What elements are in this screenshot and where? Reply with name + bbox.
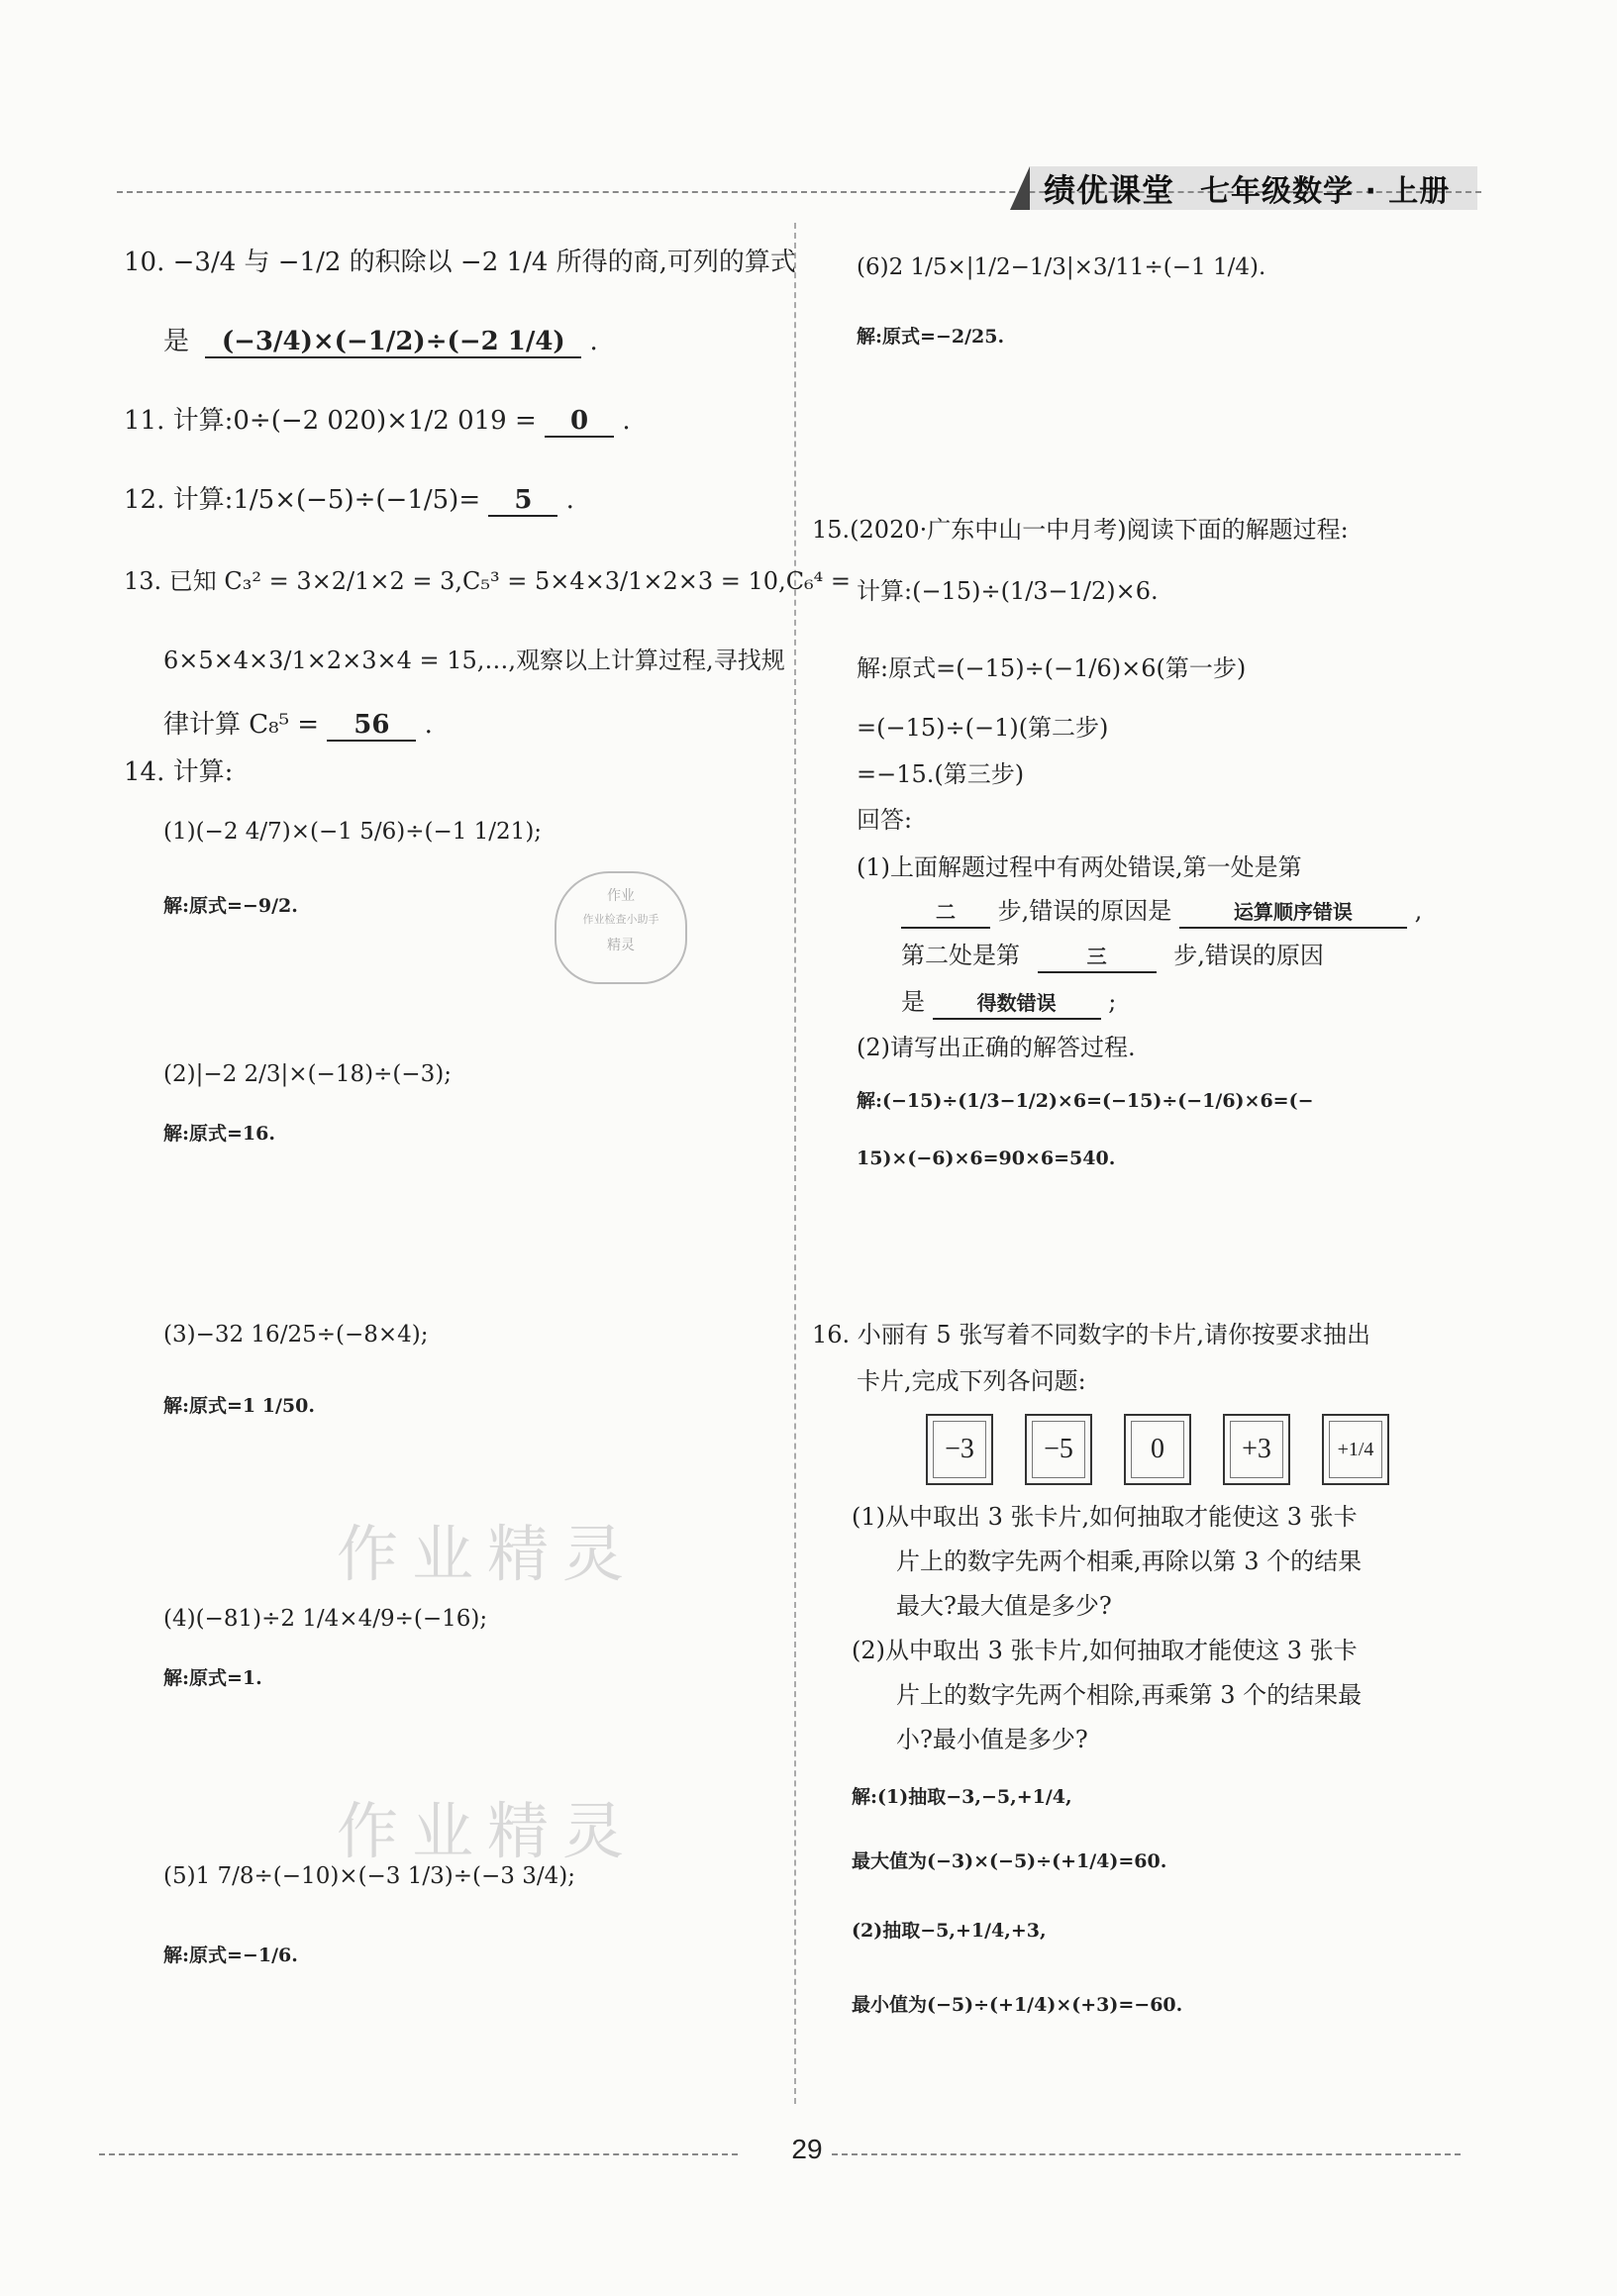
q15-solution-line1: 解:(−15)÷(1/3−1/2)×6=(−15)÷(−1/6)×6=(− xyxy=(857,1090,1314,1112)
q14-part2-solution: 解:原式=16. xyxy=(163,1123,275,1145)
q14-part6: (6)2 1/5×|1/2−1/3|×3/11÷(−1 1/4). xyxy=(857,254,1266,280)
q14-title: 14. 计算: xyxy=(124,757,234,787)
q15-blank-3: 三 xyxy=(1038,942,1157,973)
footer-dashed-line-left xyxy=(99,2153,738,2155)
q15-step1: 解:原式=(−15)÷(−1/6)×6(第一步) xyxy=(857,654,1247,682)
q15-step2: =(−15)÷(−1)(第二步) xyxy=(857,714,1109,742)
number-card: −3 xyxy=(926,1414,993,1485)
book-subtitle: 七年级数学 · 上册 xyxy=(1200,174,1451,209)
q11 xyxy=(124,401,631,441)
q14-part4-solution: 解:原式=1. xyxy=(163,1667,262,1689)
number-card: 0 xyxy=(1124,1414,1191,1485)
column-divider xyxy=(794,223,796,2104)
q13-line3-pre: 律计算 C₈⁵ = xyxy=(163,710,320,740)
q15-step3: =−15.(第三步) xyxy=(857,760,1025,788)
q10-line1: 10. −3/4 与 −1/2 的积除以 −2 1/4 所得的商,可列的算式 xyxy=(124,248,796,277)
q16-p2-line3: 小?最小值是多少? xyxy=(896,1726,1088,1753)
stamp-line2: 作业检查小助手 xyxy=(582,913,659,926)
q12 xyxy=(124,480,574,520)
header-brand xyxy=(1030,166,1477,210)
q13-line3 xyxy=(163,705,433,745)
number-card: −5 xyxy=(1025,1414,1092,1485)
q14-part6-solution: 解:原式=−2/25. xyxy=(857,326,1005,348)
q14-part2: (2)|−2 2/3|×(−18)÷(−3); xyxy=(163,1061,452,1087)
q14-part5: (5)1 7/8÷(−10)×(−3 1/3)÷(−3 3/4); xyxy=(163,1863,575,1889)
number-card: +3 xyxy=(1223,1414,1290,1485)
q14-part3: (3)−32 16/25÷(−8×4); xyxy=(163,1322,429,1348)
q12-text: 12. 计算:1/5×(−5)÷(−1/5)= xyxy=(124,485,481,515)
q16-p1-line3: 最大?最大值是多少? xyxy=(896,1592,1112,1620)
homework-stamp xyxy=(555,871,687,984)
q14-part1-solution: 解:原式=−9/2. xyxy=(163,895,298,917)
q16-solution-line2: 最大值为(−3)×(−5)÷(+1/4)=60. xyxy=(852,1850,1167,1872)
q15-p1-line4-pre: 是 xyxy=(901,988,925,1016)
q15-p1-line4 xyxy=(901,982,1116,1022)
q11-answer: 0 xyxy=(545,406,614,438)
q15-blank-4: 得数错误 xyxy=(933,988,1101,1020)
q15-p1-line3 xyxy=(901,936,1324,975)
q10-answer: (−3/4)×(−1/2)÷(−2 1/4) xyxy=(205,327,581,358)
q11-post: . xyxy=(622,406,631,436)
header-triangle-decoration xyxy=(1010,166,1030,210)
q16-solution-line3: (2)抽取−5,+1/4,+3, xyxy=(852,1920,1047,1942)
q16-line1: 16. 小丽有 5 张写着不同数字的卡片,请你按要求抽出 xyxy=(812,1321,1370,1348)
q14-part3-solution: 解:原式=1 1/50. xyxy=(163,1395,315,1417)
q15-p2: (2)请写出正确的解答过程. xyxy=(857,1034,1136,1061)
page-number: 29 xyxy=(791,2134,823,2164)
q12-answer: 5 xyxy=(488,485,557,517)
q13-line2: 6×5×4×3/1×2×3×4 = 15,…,观察以上计算过程,寻找规 xyxy=(163,647,785,674)
q15-p1-line1: (1)上面解题过程中有两处错误,第一处是第 xyxy=(857,853,1302,881)
q13-answer: 56 xyxy=(327,710,416,742)
q10-line2 xyxy=(163,322,598,361)
q14-part1: (1)(−2 4/7)×(−1 5/6)÷(−1 1/21); xyxy=(163,819,543,845)
q15-p1-mid2: , xyxy=(1414,897,1423,925)
q11-text: 11. 计算:0÷(−2 020)×1/2 019 = xyxy=(124,406,537,436)
q15-p1-line3-post: 步,错误的原因 xyxy=(1173,942,1324,969)
q12-post: . xyxy=(565,485,574,515)
q15-answer-label: 回答: xyxy=(857,806,913,834)
q15-p1-line4-post: ; xyxy=(1108,988,1117,1016)
q15-blank-2: 运算顺序错误 xyxy=(1179,897,1407,929)
q15-calc: 计算:(−15)÷(1/3−1/2)×6. xyxy=(857,577,1159,605)
q15-blank-1: 二 xyxy=(901,897,990,929)
book-name: 绩优课堂 xyxy=(1044,171,1175,209)
footer-dashed-line-right xyxy=(832,2153,1461,2155)
q13-line1: 13. 已知 C₃² = 3×2/1×2 = 3,C₅³ = 5×4×3/1×2×3 = 10,C₆⁴ = xyxy=(124,567,852,595)
q15-p1-line2 xyxy=(901,891,1422,931)
q15-title: 15.(2020·广东中山一中月考)阅读下面的解题过程: xyxy=(812,516,1349,544)
stamp-line3: 精灵 xyxy=(607,938,635,953)
q16-solution-line1: 解:(1)抽取−3,−5,+1/4, xyxy=(852,1786,1072,1808)
watermark-1: 作业精灵 xyxy=(337,1518,639,1590)
q16-p2-line1: (2)从中取出 3 张卡片,如何抽取才能使这 3 张卡 xyxy=(852,1637,1358,1664)
stamp-line1: 作业 xyxy=(607,888,635,904)
q13-line3-post: . xyxy=(424,710,433,740)
number-card: +1/4 xyxy=(1322,1414,1389,1485)
q16-line2: 卡片,完成下列各问题: xyxy=(857,1367,1086,1395)
q10-line2-pre: 是 xyxy=(163,327,190,356)
q10-line2-post: . xyxy=(589,327,598,356)
q16-p2-line2: 片上的数字先两个相除,再乘第 3 个的结果最 xyxy=(896,1681,1363,1709)
q16-p1-line2: 片上的数字先两个相乘,再除以第 3 个的结果 xyxy=(896,1547,1363,1575)
q14-part5-solution: 解:原式=−1/6. xyxy=(163,1945,298,1966)
q15-solution-line2: 15)×(−6)×6=90×6=540. xyxy=(857,1148,1116,1169)
q14-part4: (4)(−81)÷2 1/4×4/9÷(−16); xyxy=(163,1606,488,1632)
watermark-2: 作业精灵 xyxy=(337,1795,639,1867)
q15-p1-line3-pre: 第二处是第 xyxy=(901,942,1020,969)
q15-p1-mid1: 步,错误的原因是 xyxy=(997,897,1172,925)
q16-p1-line1: (1)从中取出 3 张卡片,如何抽取才能使这 3 张卡 xyxy=(852,1503,1358,1531)
q16-solution-line4: 最小值为(−5)÷(+1/4)×(+3)=−60. xyxy=(852,1994,1183,2016)
